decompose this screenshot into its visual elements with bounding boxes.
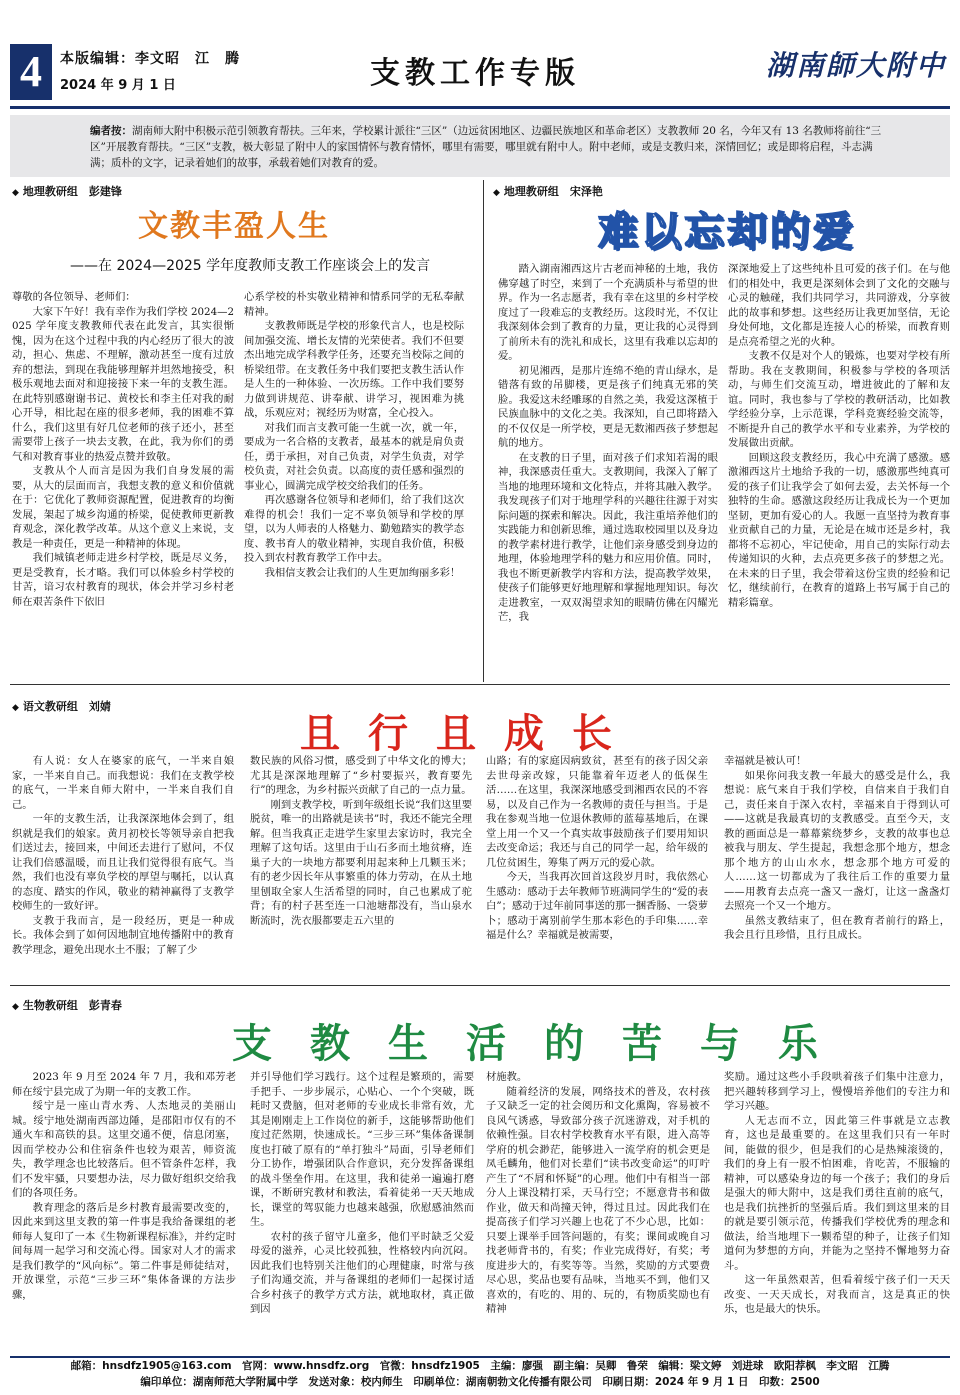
article1-paragraph: 尊敬的各位领导、老师们： <box>12 291 136 303</box>
article1-paragraph: 对我们而言支教可能一生就一次，就一年，要成为一名合格的支教者，最基本的就是肩负责任，勇于承担，对自己负责，对学生负责，对学校负责，对社会负责。以高度的责任感和强烈的事业心，圆满完成学校交给我们的任务。 <box>244 421 464 492</box>
article2-paragraph: 深深地爱上了这些纯朴且可爱的孩子们。在与他们的相处中，我更是深刻体会到了文化的交融与心灵的触碰，我们共同学习，共同游戏，分享彼此的故事和梦想。这些经历让我更加坚信，无论身处何地，文化都是连接人心的桥梁，而教育则是点亮希望之光的火种。 <box>728 263 950 348</box>
article1-paragraph: 再次感谢各位领导和老师们，给了我们这次难得的机会！我们一定不辜负领导和学校的厚望，以为人师表的人格魅力、勤勉踏实的教学态度、教书育人的敬业精神，实现自我价值，积极投入到农村教育教学工作中去。 <box>244 494 464 564</box>
article4-paragraph: 并引导他们学习践行。这个过程是繁琐的，需要手把手、一步步展示，心贴心、一个个突破，既耗时又费脑，但对老师的专业成长非常有效，尤其是刚刚走上工作岗位的新手，这能够帮助他们度过茫然期，快速成长。“三步三环”集体备课制度也打破了原有的“单打独斗”局面，引导老师们分工协作，增强团队合作意识，充分发挥备课组的战斗堡垒作用。在这里，我和徒弟一遍遍打磨课，不断研究教材和教法，看着徒弟一天天地成长，课堂的驾驭能力也越来越强，欣慰感油然而生。 <box>250 1071 474 1228</box>
article3-column-1 <box>12 754 234 976</box>
article1-subtitle: ——在 2024—2025 学年度教师支教工作座谈会上的发言 <box>70 258 431 274</box>
article3-paragraph: 一年的支教生活，让我深深地体会到了，组织就是我们的娘家。黄月初校长等领导亲自把我们送过去，接回来，中间还去进行了慰问，不仅让我们倍感温暖，而且让我们觉得很有底气。当然，我们也没有辜负学校的厚望与嘱托，以认真的态度、踏实的作风，敬业的精神赢得了支教学校师生的一致好评。 <box>12 813 234 912</box>
section-title: 支教工作专版 <box>370 56 580 91</box>
page-number: 4 <box>10 44 52 100</box>
article4-paragraph: 材施教。 <box>486 1071 528 1083</box>
article3-paragraph: 数民族的风俗习惯，感受到了中华文化的博大；尤其是深深地理解了“乡村要振兴，教育要先行”的理念，为乡村振兴贡献了自己的一点力量。 <box>250 755 472 796</box>
article2-paragraph: 踏入湖南湘西这片古老而神秘的土地，我仿佛穿越了时空，来到了一个充满质朴与希望的世界。作为一名志愿者，我有幸在这里的乡村学校度过了一段难忘的支教经历。这段时光，不仅让我深刻体会到了教育的力量，更让我的心灵得到了前所未有的洗礼和成长，这里有我难以忘却的爱。 <box>498 263 718 362</box>
section-divider <box>10 985 950 986</box>
article4-paragraph: 教育理念的落后是乡村教育最需要改变的，因此来到这里支教的第一件事是我给备课组的老师每人复印了一本《生物新课程标准》，并约定时间每周一起学习和交流心得。国家对人才的需求是我们教学的“风向标”。第二件事是师徒结对，开放课堂，示范“三步三环”集体备课的方法步骤， <box>12 1201 236 1301</box>
article3-column-3 <box>486 754 708 976</box>
article3-paragraph: 刚到支教学校，听到年级组长说“我们这里要脱贫，唯一的出路就是读书”时，我还不能完全理解。但当我真正走进学生家里去家访时，我完全理解了这句话。这里由于山石多而土地贫瘠，连巢子大的一块地方都要利用起来种上几颗玉米；有的老少因长年从事繁重的体力劳动，在从土地里刨取全家人生活希望的同时，自己也累成了驼背；有的村子甚至连一口池塘都没有，当山泉水断流时，洗衣服都要走五六里的 <box>250 798 472 927</box>
article1-paragraph: 心系学校的朴实敬业精神和情系同学的无私奉献精神。 <box>244 291 464 318</box>
footer-print-line: 编印单位：湖南师范大学附属中学 发送对象：校内师生 印刷单位：湖南朝勃文化传播有限公司 印刷日期：2024 年 9 月 1 日 印数：2500 <box>140 1376 820 1388</box>
editor-note <box>10 115 950 177</box>
article4-paragraph: 人无志而不立，因此第三件事就是立志教育，这也是最重要的。在这里我们只有一年时间，能做的很少，但是我们的心是热辣滚烫的，我们的身上有一股不怕困难，肯吃苦，不服输的精神，可以感染身边的每一个孩子；我们的身后是强大的师大附中，这是我们勇往直前的底气，也是我们抗挫折的坚强后盾。我们到这里来的目的就是要引领示范，传播我们学校优秀的理念和做法，给当地埋下一颗希望的种子，让孩子们知道何为梦想的方向，并能为之坚持不懈地努力奋斗。 <box>724 1114 950 1272</box>
article1-byline: ◆ 地理教研组 彭建锋 <box>12 183 122 199</box>
article2-paragraph: 初见湘西，是那片连绵不绝的青山绿水，是错落有致的吊脚楼，更是孩子们纯真无邪的笑脸。我爱这未经雕琢的自然之美，我爱这深植于民族血脉中的文化之美。我深知，自己即将踏入的不仅仅是一所学校，更是无数湘西孩子梦想起航的地方。 <box>498 364 718 449</box>
article2-title: 难以忘却的爱 <box>598 209 856 255</box>
article2-column-1 <box>498 262 718 678</box>
article4-paragraph: 绥宁是一座山青水秀、人杰地灵的美丽山城。绥宁地处湖南西部边陲，是邵阳市仅有的不通火车和高铁的县。这里交通不便，信息闭塞，因而学校办公和住宿条件也较为艰苦，师资流失，教学理念也比较落后。但不管条件怎样，我们不发牢骚，只要想办法，尽力做好组织交给我们的各项任务。 <box>12 1100 236 1199</box>
article3-paragraph: 有人说：女人在婆家的底气，一半来自娘家，一半来自自己。而我想说：我们在支教学校的底气，一半来自师大附中，一半来自我们自己。 <box>12 755 234 811</box>
article3-paragraph: 虽然支教结束了，但在教育者前行的路上，我会且行且珍惜，且行且成长。 <box>724 914 950 941</box>
article4-column-2 <box>250 1070 474 1352</box>
article1-paragraph: 支教教师既是学校的形象代言人，也是校际间加强交流、增长友情的光荣使者。我们不但要杰出地完成学科教学任务，还要充当校际之间的桥梁纽带。在支教任务中我们要把支教生活认作是人生的一种体验、一次历练。工作中我们要努力做到讲规范、讲奉献、讲学习，视困难为挑战，乐观应对；视经历为财富，全心投入。 <box>244 320 464 419</box>
article4-byline: ◆ 生物教研组 彭青春 <box>12 997 122 1013</box>
article4-column-1 <box>12 1070 236 1352</box>
school-logo: 湖南師大附中 <box>765 49 946 82</box>
column-divider <box>483 180 484 682</box>
article1-paragraph: 我相信支教会让我们的人生更加绚丽多彩！ <box>264 566 461 579</box>
article3-column-4 <box>724 754 950 976</box>
article1-column-1 <box>12 290 234 678</box>
masthead <box>10 38 950 104</box>
article4-column-3 <box>486 1070 710 1352</box>
article2-column-2 <box>728 262 950 678</box>
header-rule <box>10 106 950 109</box>
page-editors: 本版编辑：李文昭 江 腾 <box>60 51 240 67</box>
article3-paragraph: 如果你问我支教一年最大的感受是什么，我想说：底气来自于我们学校，自信来自于我们自己，责任来自于深入农村，幸福来自于得到认可——这就是我最真切的支教感受。直至今天，支教的画面总是一幕幕萦绕梦乡，支教的故事也总被我与朋友、学生提起，我想念那个地方，想念那个地方的山山水水，想念那个地方可爱的人……这一切都成为了我往后工作的重要力量——用教育去点亮一盏又一盏灯，让这一盏盏灯去照亮一个又一个地方。 <box>724 769 950 912</box>
issue-date: 2024 年 9 月 1 日 <box>60 78 176 93</box>
editor-note-label: 编者按： <box>90 125 132 137</box>
article1-paragraph: 支教从个人而言是因为我们自身发展的需要，从大的层面而言，我想支教的意义和价值就在于：它优化了教师资源配置，促进教育的均衡发展，架起了城乡沟通的桥梁，促使教师更新教育观念，深化教学改革。从这个意义上来说，支教是一种责任，更是一种精神的体现。 <box>12 465 234 550</box>
article3-paragraph: 幸福就是被认可！ <box>724 755 807 767</box>
article3-paragraph: 今天，当我再次回首这段岁月时，我依然心生感动：感动于去年教师节班满同学生的“爱的表白”；感动于过年前同事送的那一捆香肠、一袋萝卜；感动于离别前学生那本彩色的手印集……幸福是什么？幸福就是被需要， <box>486 871 708 941</box>
section-divider <box>10 684 950 685</box>
article4-column-4 <box>724 1070 950 1352</box>
article4-paragraph: 奖励。通过这些小手段哄着孩子们集中注意力，把兴趣转移到学习上，慢慢培养他们的专注力和学习兴趣。 <box>724 1071 950 1112</box>
article1-paragraph: 大家下午好！我有幸作为我们学校 2024—2025 学年度支教教师代表在此发言，其实很惭愧，因为在这个过程中我的内心经历了很大的波动，担心、焦虑、不理解，激动甚至一度有过放弃的想法，到现在我能够理解并坦然地接受，积极乐观地去面对和迎接接下来一年的支教生涯。在此特别感谢谢书记、黄校长和李主任对我的耐心开导，相比起在座的很多老师，我的困难不算什么，我们这里有好几位老师的孩子还小，甚至需要带上孩子一块去支教，在此，我为你们的勇气和对教育事业的热爱点赞并致敬。 <box>12 305 234 463</box>
article2-paragraph: 在支教的日子里，面对孩子们求知若渴的眼神，我深感责任重大。支教期间，我深入了解了当地的地理环境和文化特点，并将其融入教学。我发现孩子们对于地理学科的兴趣往往源于对实际问题的探索和解决。因此，我注重培养他们的实践能力和创新思维，通过选取校园里以及身边的教学素材进行教学，让他们亲身感受到身边的地理，体验地理学科的魅力和应用价值。同时，我也不断更新教学内容和方法，提高教学效果，使孩子们能够更好地理解和掌握地理知识。每次走进教室，一双双渴望求知的眼睛仿佛在闪耀光芒，我 <box>498 451 718 623</box>
article4-paragraph: 农村的孩子留守儿童多，他们平时缺乏父爱母爱的滋养，心灵比较孤独，性格较内向沉闷。因此我们也特别关注他们的心理健康，时常与孩子们沟通交流，并与备课组的老师们一起探讨适合乡村孩子的教学方式方法，就地取材，真正做到因 <box>250 1230 474 1315</box>
editor-note-text: 湖南师大附中积极示范引领教育帮扶。三年来，学校累计派往“三区”（边远贫困地区、边疆民族地区和革命老区）支教教师 20 名，今年又有 13 名教师将前往“三区”开展教育帮扶。“三区”支教，极大彰显了附中人的家国情怀与教育情怀，哪里有需要，哪里就有附中人。附中老师，或是支教归来，深情回忆；或是即将启程，斗志满满；质朴的文字，记录着她们的故事，承载着她们对教育的爱。 <box>90 125 882 169</box>
footer-contact-line: 邮箱：hnsdfz1905@163.com 官网：www.hnsdfz.org 官微：hnsdfz1905 主编：廖强 副主编：吴卿 鲁荣 编辑：梁文婷 刘进球 欧阳荐枫 李文昭 江腾 <box>70 1360 890 1372</box>
article4-title: 支教生活的苦与乐 <box>232 1020 856 1067</box>
article4-paragraph: 随着经济的发展，网络技术的普及，农村孩子又缺乏一定的社会阅历和文化熏陶，容易被不良风气诱惑，导致部分孩子沉迷游戏，对手机的依赖性强。目农村学校教育水平有限，进入高等学府的机会渺茫，能够进入一流学府的机会更是凤毛麟角，他们对长辈们“读书改变命运”的叮咛产生了“不屑和怀疑”的心理。他们中有相当一部分人上课没精打采，天马行空；不愿意背书和做作业，做天和尚撞天钟，得过且过。因此我们在提高孩子们学习兴趣上也花了不少心思，比如：只要上课举手回答问题的，有奖；课间或晚自习找老师背书的，有奖；作业完成得好，有奖；考度进步大的，有奖等等。当然，奖励的方式要费尽心思，奖品也要有品味，当地买不到，他们又喜欢的，有吃的、用的、玩的，有物质奖励也有精神 <box>486 1085 710 1315</box>
article3-column-2 <box>250 754 472 976</box>
article1-title: 文教丰盈人生 <box>138 209 330 244</box>
article4-paragraph: 这一年虽然艰苦，但看着绥宁孩子们一天天改变、一天天成长，对我而言，这是真正的快乐，也是最大的快乐。 <box>724 1274 950 1315</box>
article3-paragraph: 支教于我而言，是一段经历，更是一种成长。我体会到了如何因地制宜地传播附中的教育教学理念，避免出现水土不服；了解了少 <box>12 914 234 956</box>
article1-paragraph: 我们城镇老师走进乡村学校，既是尽义务，更是受教育，长才略。我们可以体验乡村学校的甘苦，谙习农村教育的现状，体会并学习乡村老师在艰苦条件下依旧 <box>12 552 234 608</box>
article4-paragraph: 2023 年 9 月至 2024 年 7 月，我和邓芳老师在绥宁县完成了为期一年的支教工作。 <box>12 1071 236 1098</box>
footer <box>10 1356 950 1392</box>
article3-paragraph: 山路；有的家庭因病致贫，甚至有的孩子因父亲去世母亲改嫁，只能靠着年迈老人的低保生活……在这里，我深深地感受到湘西农民的不容易，以及自己作为一名教师的责任与担当。于是我在参观当地一位退休教师的蓝莓基地后，在课堂上用一个又一个真实故事鼓励孩子们要用知识去改变命运；我还与自己的同学一起，给年级的几位贫困生，筹集了两万元的爱心款。 <box>486 755 708 869</box>
article3-byline: ◆ 语文教研组 刘婧 <box>12 698 111 714</box>
article2-byline: ◆ 地理教研组 宋泽艳 <box>493 183 603 199</box>
article2-paragraph: 回顾这段支教经历，我心中充满了感激。感激湘西这片土地给予我的一切，感激那些纯真可爱的孩子们让我学会了如何去爱，去关怀每一个独特的生命。感激这段经历让我成长为一个更加坚韧，更加有爱心的人。我愿一直坚持为教育事业贡献自己的力量，无论是在城市还是乡村，我都将不忘初心，牢记使命，用自己的实际行动去传递知识的火种，去点亮更多孩子的梦想之光。在未来的日子里，我会带着这份宝贵的经验和记忆，继续前行，在教育的道路上书写属于自己的精彩篇章。 <box>728 451 950 609</box>
article3-title: 且行且成长 <box>300 710 640 757</box>
article1-column-2 <box>244 290 464 678</box>
article2-paragraph: 支教不仅是对个人的锻炼，也要对学校有所帮助。我在支教期间，积极参与学校的各项活动，与师生们交流互动，增进彼此的了解和友谊。同时，我也参与了学校的教研活动，比如教学经验分享，上示范课，学科竞赛经验交流等，不断提升自己的教学水平和专业素养，为学校的发展做出贡献。 <box>728 350 950 449</box>
